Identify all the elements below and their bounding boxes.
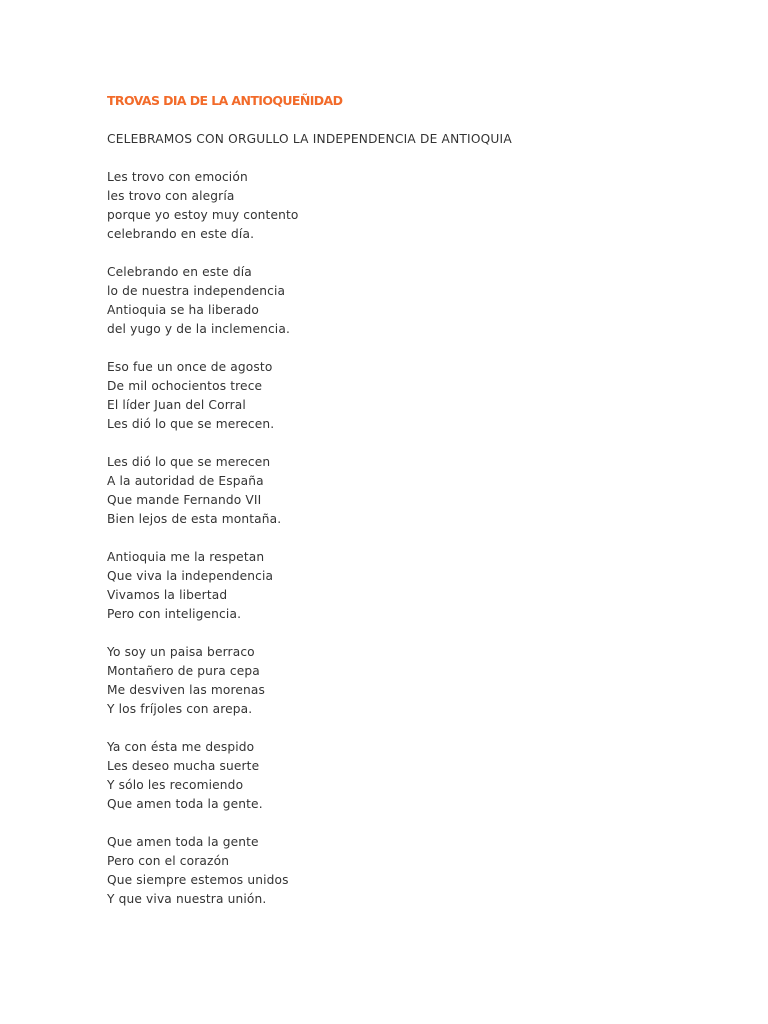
poem-stanza — [107, 643, 707, 719]
poem-stanza — [107, 548, 707, 624]
poem-line: Les dió lo que se merecen. — [107, 417, 275, 431]
poem-line: El líder Juan del Corral — [107, 398, 246, 412]
poem-line: Montañero de pura cepa — [107, 664, 260, 678]
poem-line: lo de nuestra independencia — [107, 284, 286, 298]
poem-line: Eso fue un once de agosto — [107, 360, 273, 374]
poem-line: Celebrando en este día — [107, 265, 252, 279]
poem-line: porque yo estoy muy contento — [107, 208, 299, 222]
poem-line: Que amen toda la gente — [107, 835, 259, 849]
poem-stanza — [107, 358, 707, 434]
poem-line: Les deseo mucha suerte — [107, 759, 260, 773]
poem-line: Antioquia se ha liberado — [107, 303, 259, 317]
poem-line: celebrando en este día. — [107, 227, 255, 241]
poem-line: Les dió lo que se merecen — [107, 455, 271, 469]
poem-line: Me desviven las morenas — [107, 683, 266, 697]
poem-line: De mil ochocientos trece — [107, 379, 263, 393]
document-content — [107, 92, 707, 909]
poem-line: Y sólo les recomiendo — [107, 778, 244, 792]
poem-stanza — [107, 263, 707, 339]
poem-line: Y los fríjoles con arepa. — [107, 702, 253, 716]
poem-line: Vivamos la libertad — [107, 588, 228, 602]
poem-line: Y que viva nuestra unión. — [107, 892, 267, 906]
document-subtitle: CELEBRAMOS CON ORGULLO LA INDEPENDENCIA DE ANTIOQUIA — [107, 132, 512, 146]
poem-line: A la autoridad de España — [107, 474, 264, 488]
poem-line: Antioquia me la respetan — [107, 550, 265, 564]
poem-line: les trovo con alegría — [107, 189, 235, 203]
poem-line: Bien lejos de esta montaña. — [107, 512, 282, 526]
poem-line: Yo soy un paisa berraco — [107, 645, 255, 659]
poem-line: Pero con el corazón — [107, 854, 230, 868]
document-title: TROVAS DIA DE LA ANTIOQUEÑIDAD — [107, 93, 343, 108]
poem-line: Pero con inteligencia. — [107, 607, 242, 621]
poem-line: Que siempre estemos unidos — [107, 873, 289, 887]
poem-stanzas — [107, 168, 707, 909]
poem-line: Ya con ésta me despido — [107, 740, 255, 754]
poem-line: Que amen toda la gente. — [107, 797, 263, 811]
poem-stanza — [107, 453, 707, 529]
poem-line: Les trovo con emoción — [107, 170, 248, 184]
poem-line: Que mande Fernando VII — [107, 493, 262, 507]
poem-line: Que viva la independencia — [107, 569, 274, 583]
poem-line: del yugo y de la inclemencia. — [107, 322, 290, 336]
poem-stanza — [107, 833, 707, 909]
poem-stanza — [107, 168, 707, 244]
poem-stanza — [107, 738, 707, 814]
